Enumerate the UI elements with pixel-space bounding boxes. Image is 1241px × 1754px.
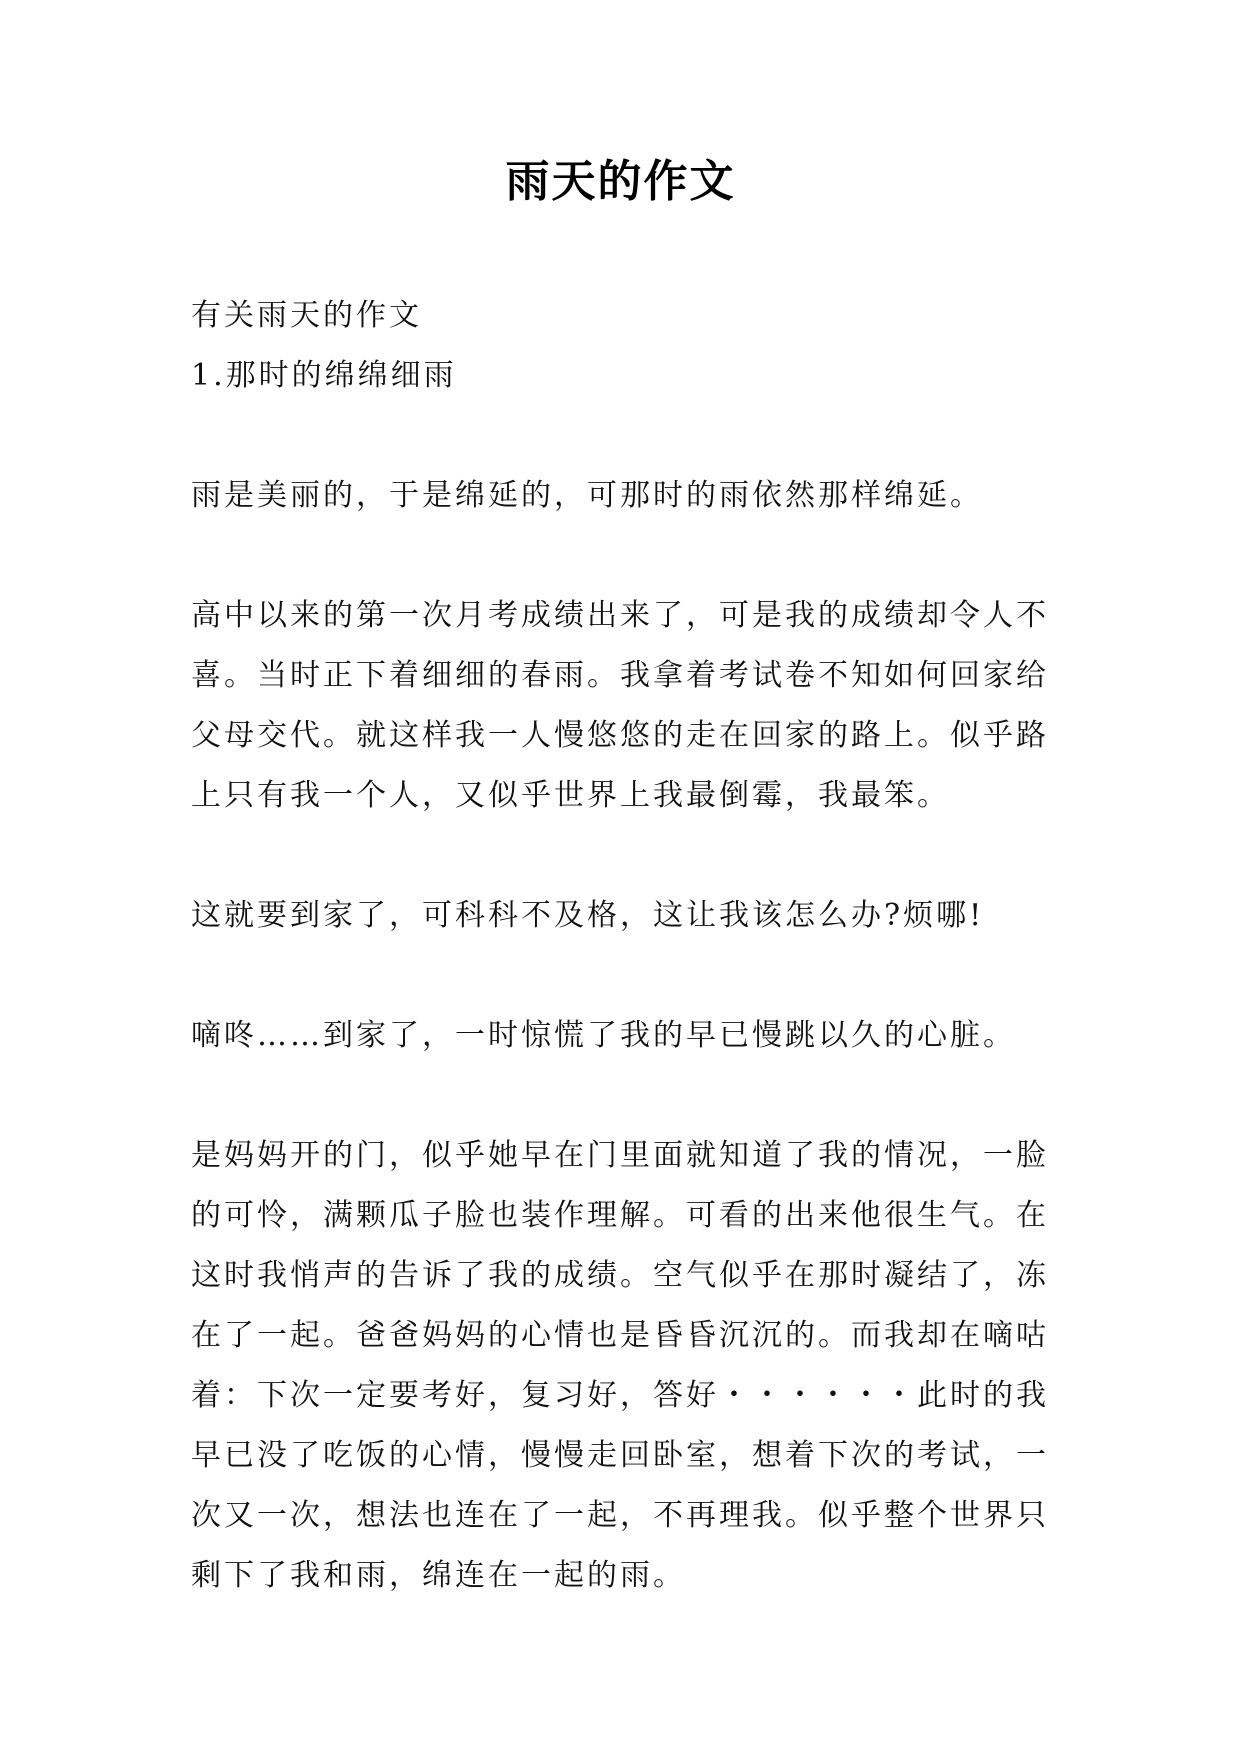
- text-line: 父母交代。就这样我一人慢悠悠的走在回家的路上。似乎路: [191, 718, 1049, 753]
- paragraph-gap: [191, 826, 1061, 886]
- paragraph-2: [191, 586, 1061, 826]
- paragraph-gap: [191, 1066, 1061, 1126]
- text-line: 这就要到家了，可科科不及格，这让我该怎么办?烦哪!: [191, 898, 985, 933]
- text-line: 喜。当时正下着细细的春雨。我拿着考试卷不知如何回家给: [191, 658, 1049, 693]
- text-line: 的可怜，满颗瓜子脸也装作理解。可看的出来他很生气。在: [191, 1198, 1049, 1233]
- paragraph-1: [191, 466, 1061, 526]
- text-line: 剩下了我和雨，绵连在一起的雨。: [191, 1558, 686, 1593]
- paragraph-4: [191, 1006, 1061, 1066]
- paragraph-gap: [191, 406, 1061, 466]
- text-line: 早已没了吃饭的心情，慢慢走回卧室，想着下次的考试，一: [191, 1438, 1049, 1473]
- text-line: 这时我悄声的告诉了我的成绩。空气似乎在那时凝结了，冻: [191, 1258, 1049, 1293]
- text-line: 嘀咚……到家了，一时惊慌了我的早已慢跳以久的心脏。: [191, 1018, 1016, 1053]
- subtitle: 有关雨天的作文: [191, 298, 422, 333]
- text-line: 雨是美丽的，于是绵延的，可那时的雨依然那样绵延。: [191, 478, 983, 513]
- paragraph-5: [191, 1126, 1061, 1606]
- paragraph-3: [191, 886, 1061, 946]
- text-line: 着：下次一定要考好，复习好，答好・・・・・・此时的我: [191, 1378, 1049, 1413]
- paragraph-gap: [191, 526, 1061, 586]
- text-line: 是妈妈开的门，似乎她早在门里面就知道了我的情况，一脸: [191, 1138, 1049, 1173]
- text-line: 次又一次，想法也连在了一起，不再理我。似乎整个世界只: [191, 1498, 1049, 1533]
- document-title: 雨天的作文: [505, 156, 736, 207]
- text-line: 上只有我一个人，又似乎世界上我最倒霉，我最笨。: [191, 778, 950, 813]
- document-body: [191, 286, 1061, 1606]
- text-line: 高中以来的第一次月考成绩出来了，可是我的成绩却令人不: [191, 598, 1049, 633]
- section-heading: 1.那时的绵绵细雨: [191, 358, 457, 393]
- paragraph-gap: [191, 946, 1061, 1006]
- text-line: 在了一起。爸爸妈妈的心情也是昏昏沉沉的。而我却在嘀咕: [191, 1318, 1049, 1353]
